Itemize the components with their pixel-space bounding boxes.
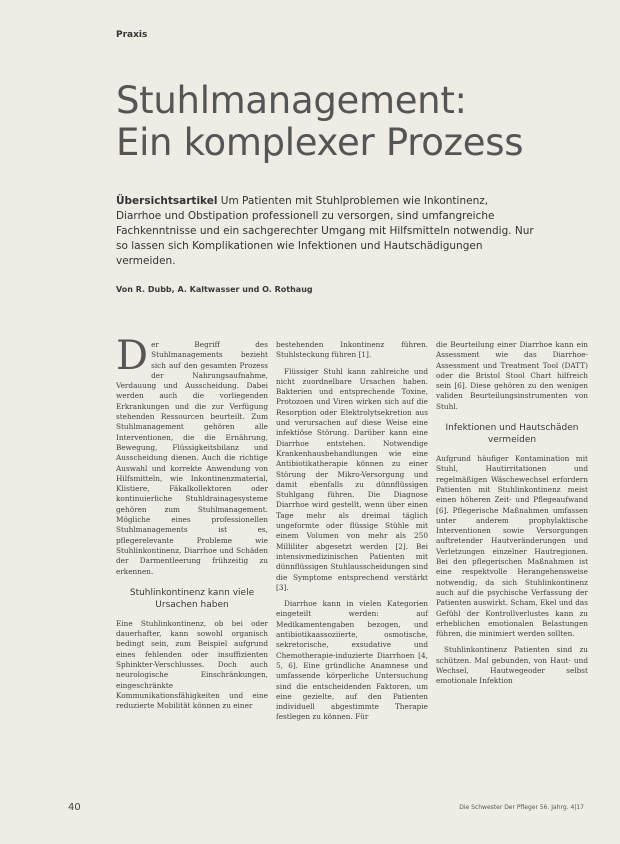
title-line-2: Ein komplexer Prozess [116, 121, 524, 164]
text-column-1 [116, 333, 268, 718]
paragraph: bestehenden Inkontinenz führen. Stuhlsteckung führen [1]. [276, 340, 428, 360]
page-number: 40 [68, 802, 81, 813]
drop-cap: D [116, 333, 149, 379]
paragraph: Eine Stuhlinkontinenz, ob bei oder dauerhafter, kann sowohl organisch bedingt sein, zum Beispiel aufgrund eines fehlenden oder insuffizienten Sphinkter-Verschlusses. Doch auch neurologische Einschränkungen, eingeschränkte Kommunikationsfähigkeiten und eine reduzierte Mobilität können zu einer [116, 618, 268, 711]
paragraph: Diarrhoe kann in vielen Kategorien eingeteilt werden: auf Medikamentengaben bezogen, und antibiotikaassoziierte, osmotische, sekretorische, exsudative und Chemotherapie-induzierte Diarrhoen [4, 5, 6]. Eine gründliche Anamnese und umfassende körperliche Untersuchung sind die entscheidenden Faktoren, um eine gezielte, auf den Patienten individuell abgestimmte Therapie festlegen zu können. Für [276, 599, 428, 722]
article-authors: Von R. Dubb, A. Kaltwasser und O. Rothaug [116, 285, 313, 294]
paragraph [116, 333, 268, 577]
text-column-3 [436, 340, 588, 693]
abstract-text: Um Patienten mit Stuhlproblemen wie Inkontinenz, Diarrhoe und Obstipation professionell zu versorgen, sind umfangreiche Fachkenntnisse und ein sachgerechter Umgang mit Hilfsmitteln notwendig. Nur so lassen sich Komplikationen wie Infektionen und Hautschädigungen vermeiden. [116, 195, 534, 267]
title-line-1: Stuhlmanagement: [116, 79, 467, 122]
section-label: Praxis [116, 30, 148, 40]
paragraph-text: er Begriff des Stuhlmanagements bezieht sich auf den gesamten Prozess der Nahrungsaufnahme, Verdauung und Ausscheidung. Dabei werden auch die vorliegenden Erkrankungen und die zur Verfügung stehenden Ressourcen beurteilt. Zum Stuhlmanagement gehören alle Interventionen, die die Ernährung, Bewegung, Flüssigkeitsbilanz und Ausscheidung dienen. Auch die richtige Auswahl und korrekte Anwendung von Hilfsmitteln, wie Inkontinenzmaterial, Klistiere, Fäkalkollektoren oder kontinuierliche Stuhldrainagesysteme gehören zum Stuhlmanagement. Mögliche eines professionellen Stuhlmanagements ist es, pflegerelevante Probleme wie Stuhlinkontinenz, Diarrhoe und Schäden der Darmentleerung frühzeitig zu erkennen. [116, 340, 268, 576]
paragraph: Flüssiger Stuhl kann zahlreiche und nicht zuordnelbare Ursachen haben. Bakterien und entsprechende Toxine, Protozoen und Viren wirken sich auf die Resorption oder Elektrolytsekretion aus und verursachen auf diese Weise eine infektiöse Störung. Darüber kann eine Diarrhoe entstehen. Notwendige Krankenhausbehandlungen wie eine Antibiotikatherapie können zu einer Störung der Mikro-Versorgung und damit ebenfalls zu dünnflüssigen Stuhlgang führen. Die Diagnose Diarrhoe wird gestellt, wenn über einen Tage mehr als dreimal täglich ungeformte oder flüssige Stühle mit einem Volumen von mehr als 250 Milliliter abgesetzt werden [2]. Bei intensivmedizinischen Patienten mit dünnflüssigen Stuhlausscheidungen sind die Symptome entsprechend verstärkt [3]. [276, 366, 428, 592]
article-abstract [116, 194, 536, 269]
paragraph: Stuhlinkontinenz Patienten sind zu schützen. Mal gebunden, von Haut- und Wechsel, Hautwegeoder selbst emotionale Infektion [436, 645, 588, 686]
paragraph: Aufgrund häufiger Kontamination mit Stuhl, Hautirritationen und regelmäßigen Wäschewechsel erfordern Patienten mit Stuhlinkontinenz meist einen höheren Zeit- und Pflegeaufwand [6]. Pflegerische Maßnahmen umfassen unter anderem prophylaktische Interventionen sowie Versorgungen auftretender Hautveränderungen und Verletzungen einzelner Hautregionen. Bei den pflegerischen Maßnahmen ist eine respektvolle Herangehensweise notwendig, da sich Stuhlinkontinenz auch auf die psychische Verfassung der Patienten auswirkt. Scham, Ekel und das Gefühl der Kontrollverlustes kann zu erheblichen emotionalen Belastungen führen, die minimiert werden sollten. [436, 454, 588, 639]
article-title [116, 80, 596, 164]
text-column-2 [276, 340, 428, 729]
journal-footer: Die Schwester Der Pfleger 56. Jahrg. 4|17 [459, 804, 584, 811]
subheading: Stuhlinkontinenz kann viele Ursachen haben [129, 587, 255, 610]
paragraph: die Beurteilung einer Diarrhoe kann ein Assessment wie das Diarrhoe-Assessment und Treatment Tool (DATT) oder die Bristol Stool Chart hilfreich sein [6]. Diese gehören zu den wenigen validen Beurteilungsinstrumenten von Stuhl. [436, 340, 588, 411]
abstract-label: Übersichtsartikel [116, 195, 218, 207]
subheading: Infektionen und Hautschäden vermeiden [445, 423, 579, 446]
